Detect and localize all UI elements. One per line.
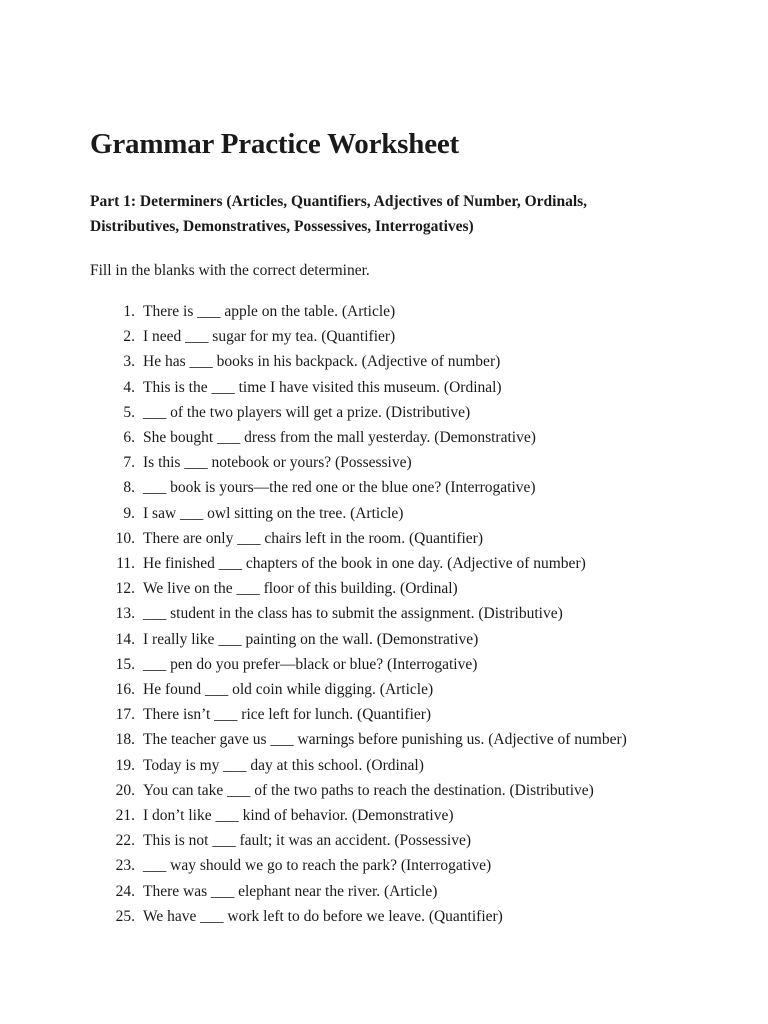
- question-text: I don’t like ___ kind of behavior. (Demonstrative): [143, 807, 454, 825]
- question-item: [90, 324, 710, 349]
- question-number: 22.: [115, 832, 135, 850]
- question-number: 6.: [123, 429, 135, 447]
- question-text: There are only ___ chairs left in the room. (Quantifier): [143, 529, 484, 547]
- question-number: 21.: [115, 807, 135, 825]
- question-item: [90, 349, 710, 374]
- question-number: 19.: [115, 756, 135, 774]
- worksheet-page: [90, 122, 710, 929]
- question-spacer: [135, 400, 143, 425]
- question-spacer: [135, 526, 143, 551]
- question-number: 13.: [115, 605, 135, 623]
- question-text: I need ___ sugar for my tea. (Quantifier): [143, 328, 396, 346]
- question-text: We have ___ work left to do before we leave. (Quantifier): [143, 907, 503, 925]
- part-1-heading-line-2: Distributives, Demonstratives, Possessives, Interrogatives): [90, 218, 474, 235]
- question-item: [90, 475, 710, 500]
- question-text: Is this ___ notebook or yours? (Possessive): [143, 454, 412, 472]
- question-text: He found ___ old coin while digging. (Article): [143, 681, 434, 699]
- question-spacer: [135, 576, 143, 601]
- question-item: [90, 853, 710, 878]
- question-spacer: [135, 904, 143, 929]
- question-item: [90, 803, 710, 828]
- question-number: 20.: [115, 781, 135, 799]
- question-number: 5.: [123, 403, 135, 421]
- question-number: 12.: [115, 580, 135, 598]
- question-text: She bought ___ dress from the mall yesterday. (Demonstrative): [143, 429, 536, 447]
- question-item: [90, 879, 710, 904]
- question-spacer: [135, 727, 143, 752]
- question-number: 1.: [123, 303, 135, 320]
- question-item: [90, 601, 710, 626]
- question-text: There is ___ apple on the table. (Article): [143, 303, 396, 320]
- question-item: [90, 828, 710, 853]
- question-item: [90, 526, 710, 551]
- question-number: 8.: [123, 479, 135, 497]
- question-number: 17.: [115, 706, 135, 724]
- question-number: 23.: [115, 857, 135, 875]
- question-item: [90, 677, 710, 702]
- question-spacer: [135, 349, 143, 374]
- question-number: 9.: [123, 504, 135, 522]
- question-number: 11.: [116, 555, 135, 573]
- question-spacer: [135, 677, 143, 702]
- question-item: [90, 778, 710, 803]
- page-title: Grammar Practice Worksheet: [90, 128, 459, 160]
- question-text: I really like ___ painting on the wall. (Demonstrative): [143, 630, 479, 648]
- question-spacer: [135, 450, 143, 475]
- question-spacer: [135, 753, 143, 778]
- question-number: 16.: [115, 681, 135, 699]
- question-text: ___ of the two players will get a prize. (Distributive): [143, 403, 471, 421]
- question-text: Today is my ___ day at this school. (Ordinal): [143, 756, 424, 774]
- question-text: This is the ___ time I have visited this museum. (Ordinal): [143, 378, 502, 396]
- question-spacer: [135, 879, 143, 904]
- question-text: This is not ___ fault; it was an accident. (Possessive): [143, 832, 472, 850]
- question-text: ___ way should we go to reach the park? (Interrogative): [143, 857, 492, 875]
- question-text: ___ student in the class has to submit the assignment. (Distributive): [143, 605, 563, 623]
- question-spacer: [135, 627, 143, 652]
- question-spacer: [135, 324, 143, 349]
- question-text: There was ___ elephant near the river. (Article): [143, 882, 438, 900]
- question-spacer: [135, 803, 143, 828]
- question-item: [90, 551, 710, 576]
- question-spacer: [135, 425, 143, 450]
- question-spacer: [135, 475, 143, 500]
- question-text: He finished ___ chapters of the book in one day. (Adjective of number): [143, 555, 586, 573]
- question-number: 18.: [115, 731, 135, 749]
- question-item: [90, 702, 710, 727]
- question-item: [90, 501, 710, 526]
- question-item: [90, 425, 710, 450]
- question-text: You can take ___ of the two paths to reach the destination. (Distributive): [143, 781, 594, 799]
- question-item: [90, 904, 710, 929]
- question-spacer: [135, 601, 143, 626]
- question-text: We live on the ___ floor of this building. (Ordinal): [143, 580, 458, 598]
- question-spacer: [135, 375, 143, 400]
- question-number: 7.: [123, 454, 135, 472]
- question-text: I saw ___ owl sitting on the tree. (Article): [143, 504, 404, 522]
- question-text: He has ___ books in his backpack. (Adjective of number): [143, 353, 501, 371]
- part-1-heading: [90, 189, 710, 239]
- question-number: 10.: [115, 529, 135, 547]
- question-item: [90, 400, 710, 425]
- question-item: [90, 450, 710, 475]
- question-item: [90, 375, 710, 400]
- question-item: [90, 652, 710, 677]
- question-item: [90, 753, 710, 778]
- instructions: Fill in the blanks with the correct determiner.: [90, 262, 370, 279]
- question-number: 3.: [123, 353, 135, 371]
- question-number: 15.: [115, 655, 135, 673]
- question-spacer: [135, 828, 143, 853]
- question-spacer: [135, 778, 143, 803]
- question-list: [90, 299, 710, 929]
- question-number: 2.: [123, 328, 135, 346]
- question-item: [90, 576, 710, 601]
- question-spacer: [135, 551, 143, 576]
- question-text: ___ pen do you prefer—black or blue? (Interrogative): [143, 655, 478, 673]
- part-1-heading-line-1: Part 1: Determiners (Articles, Quantifiers, Adjectives of Number, Ordinals,: [90, 193, 588, 210]
- question-spacer: [135, 652, 143, 677]
- question-number: 25.: [115, 907, 135, 925]
- question-text: The teacher gave us ___ warnings before punishing us. (Adjective of number): [143, 731, 627, 749]
- question-spacer: [135, 702, 143, 727]
- question-item: [90, 727, 710, 752]
- question-item: [90, 299, 710, 324]
- question-text: There isn’t ___ rice left for lunch. (Quantifier): [143, 706, 432, 724]
- question-item: [90, 627, 710, 652]
- question-spacer: [135, 501, 143, 526]
- question-spacer: [135, 853, 143, 878]
- question-spacer: [135, 299, 143, 324]
- question-text: ___ book is yours—the red one or the blue one? (Interrogative): [143, 479, 536, 497]
- question-number: 4.: [123, 378, 135, 396]
- question-number: 14.: [115, 630, 135, 648]
- question-number: 24.: [115, 882, 135, 900]
